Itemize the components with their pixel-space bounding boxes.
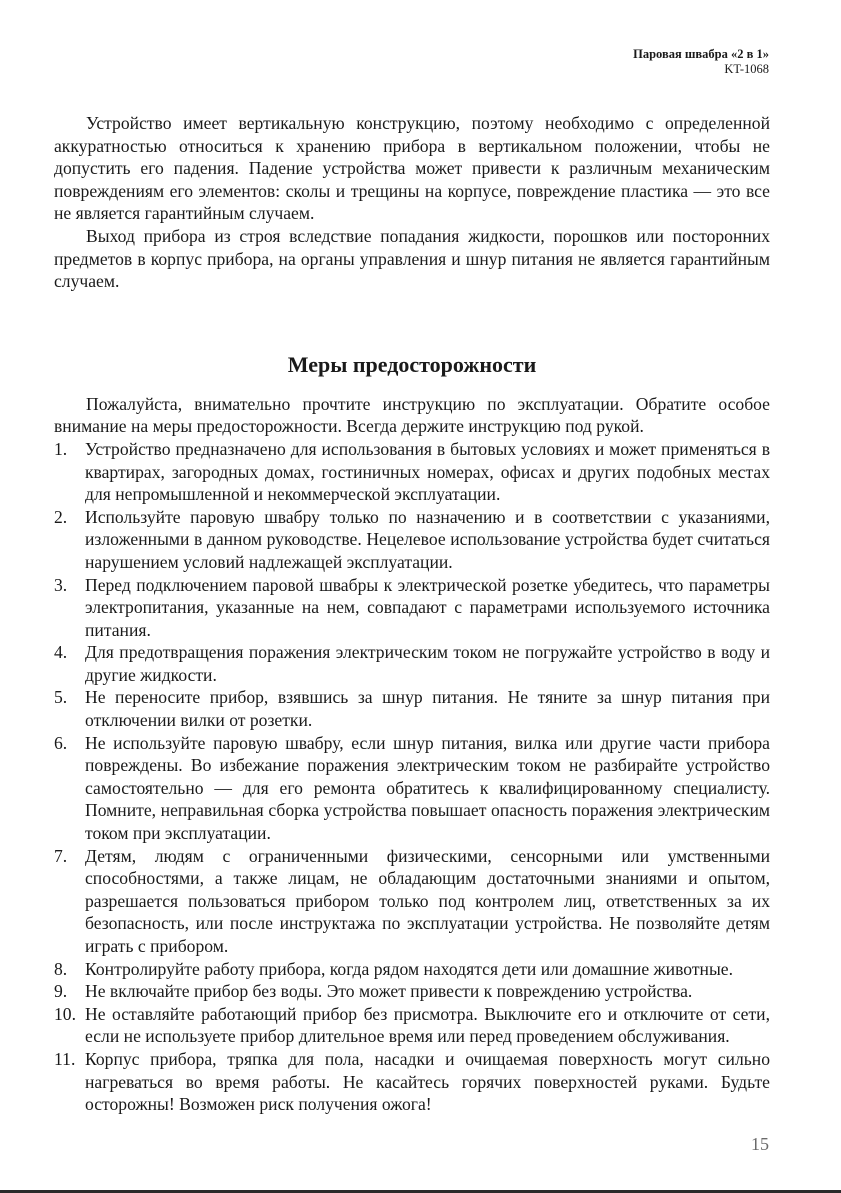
list-item-number: 2. [54, 506, 68, 527]
section-title: Меры предосторожности [287, 351, 537, 377]
page-body [54, 112, 770, 1116]
list-item [54, 845, 770, 958]
list-item-number: 11. [54, 1048, 76, 1069]
list-item-text: Используйте паровую швабру только по назначению и в соответствии с указаниями, изложенными в данном руководстве. Нецелевое использование устройства будет считаться нарушением условий надлежащей эксплуатации. [85, 506, 770, 572]
precautions-list [54, 438, 770, 1116]
list-item-number: 3. [54, 574, 68, 595]
list-item-text: Корпус прибора, тряпка для пола, насадки и очищаемая поверхность могут сильно нагреваться во время работы. Не касайтесь горячих поверхностей руками. Будьте осторожны! Возможен риск получения ожога! [85, 1048, 770, 1115]
list-item-number: 9. [54, 981, 68, 1002]
list-item-text: Не переносите прибор, взявшись за шнур питания. Не тяните за шнур питания при отключении вилки от розетки. [85, 687, 770, 731]
list-item [54, 958, 770, 981]
section-lead-paragraph: Пожалуйста, внимательно прочтите инструкцию по эксплуатации. Обратите особое внимание на меры предосторожности. Всегда держите инструкцию под рукой. [54, 393, 770, 437]
list-item-number: 7. [54, 845, 68, 866]
list-item-text: Перед подключением паровой швабры к электрической розетке убедитесь, что параметры электропитания, указанные на нем, совпадают с параметрами используемого источника питания. [85, 574, 770, 640]
list-item-text: Не включайте прибор без воды. Это может привести к повреждению устройства. [85, 981, 693, 1002]
list-item-text: Не оставляйте работающий прибор без присмотра. Выключите его и отключите от сети, если не используете прибор длительное время или перед проведением обслуживания. [85, 1003, 770, 1047]
intro-paragraph: Устройство имеет вертикальную конструкцию, поэтому необходимо с определенной аккуратностью относиться к хранению прибора в вертикальном положении, чтобы не допустить его падения. Падение устройства может привести к различным механическим повреждениям его элементов: сколы и трещины на корпусе, повреждение пластика — это все не является гарантийным случаем. [54, 113, 770, 224]
list-item [54, 438, 770, 506]
list-item-number: 6. [54, 732, 68, 753]
list-item-number: 1. [54, 438, 68, 459]
list-item-text: Устройство предназначено для использования в бытовых условиях и может применяться в квартирах, загородных домах, гостиничных номерах, офисах и других подобных местах для непромышленной и некоммерческой эксплуатации. [85, 438, 770, 505]
list-item [54, 732, 770, 845]
list-item-number: 5. [54, 687, 68, 708]
list-item [54, 686, 770, 731]
list-item [54, 1003, 770, 1048]
list-item [54, 980, 770, 1003]
list-item-number: 10. [54, 1003, 76, 1024]
header-model-number: KT-1068 [724, 62, 769, 76]
intro-paragraph: Выход прибора из строя вследствие попадания жидкости, порошков или посторонних предметов в корпус прибора, на органы управления и шнур питания не является гарантийным случаем. [54, 225, 770, 292]
list-item-text: Контролируйте работу прибора, когда рядом находятся дети или домашние животные. [85, 958, 733, 979]
list-item-number: 4. [54, 642, 68, 663]
list-item-number: 8. [54, 958, 68, 979]
list-item [54, 574, 770, 642]
list-item [54, 506, 770, 574]
page-number: 15 [751, 1134, 769, 1154]
list-item [54, 1048, 770, 1116]
list-item-text: Не используйте паровую швабру, если шнур питания, вилка или другие части прибора повреждены. Во избежание поражения электрическим током не разбирайте устройство самостоятельно — для его ремонта обратитесь к квалифицированному специалисту. Помните, неправильная сборка устройства повышает опасность поражения электрическим током при эксплуатации. [85, 732, 770, 844]
list-item-text: Детям, людям с ограниченными физическими, сенсорными или умственными способностями, а также лицам, не обладающим достаточными знаниями и опытом, разрешается пользоваться прибором только под контролем лиц, ответственных за их безопасность, или после инструктажа по эксплуатации устройства. Не позволяйте детям играть с прибором. [85, 845, 770, 956]
header-product-title: Паровая швабра «2 в 1» [633, 47, 769, 61]
list-item-text: Для предотвращения поражения электрическим током не погружайте устройство в воду и другие жидкости. [85, 642, 770, 685]
running-header [633, 47, 769, 77]
list-item [54, 641, 770, 686]
